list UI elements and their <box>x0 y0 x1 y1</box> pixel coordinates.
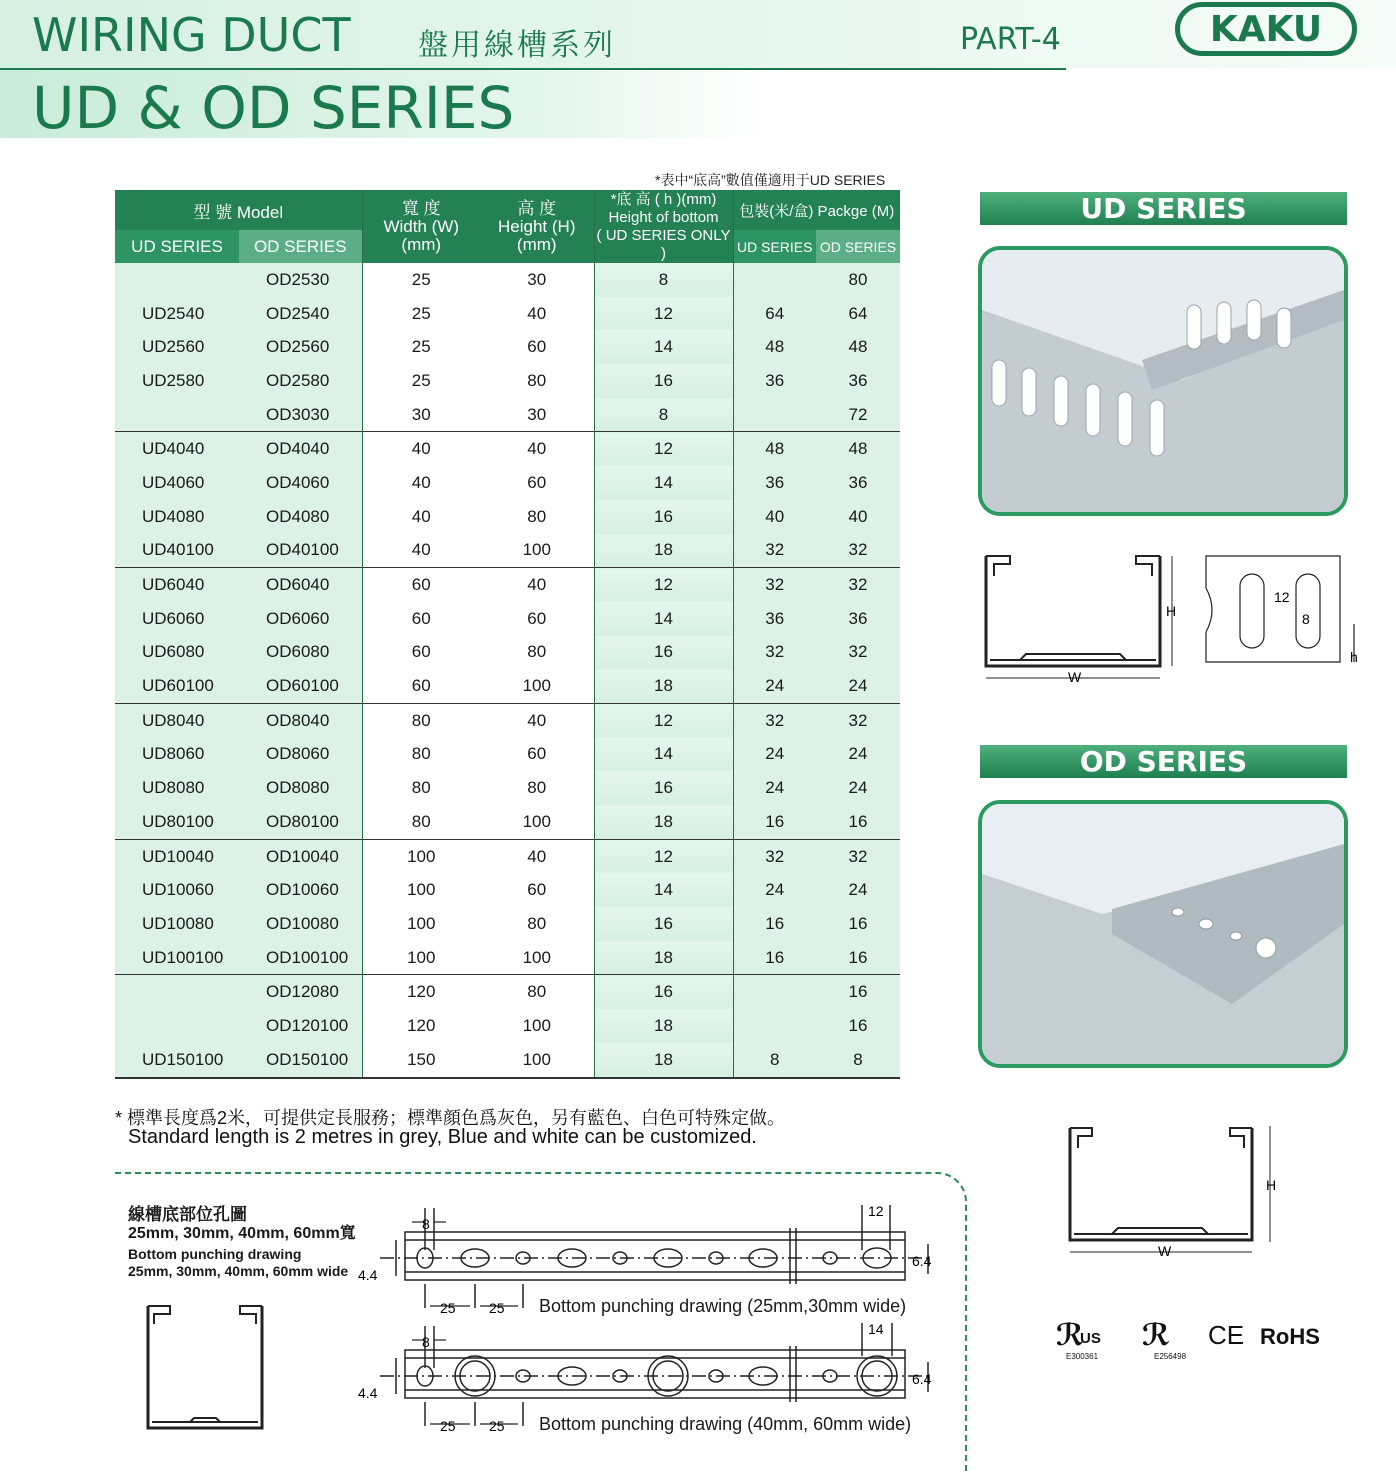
cell-height: 80 <box>480 364 594 398</box>
cell-od-model: OD8060 <box>239 738 362 772</box>
cell-bottom-height: 16 <box>594 364 733 398</box>
page-title: WIRING DUCT <box>32 8 351 62</box>
cell-bottom-height: 12 <box>594 568 733 602</box>
cell-bottom-height: 16 <box>594 500 733 534</box>
cell-package-ud: 24 <box>733 873 816 907</box>
cell-height: 30 <box>480 398 594 432</box>
cell-ud-model: UD4040 <box>115 432 239 466</box>
cell-package-od: 16 <box>816 1009 900 1043</box>
cell-od-model: OD4080 <box>239 500 362 534</box>
cell-ud-model: UD6080 <box>115 636 239 670</box>
cell-height: 60 <box>480 602 594 636</box>
table-row <box>115 636 900 670</box>
footnote-cn: * 標準長度爲2米，可提供定長服務；標準顔色爲灰色，另有藍色、白色可特殊定做。 <box>115 1108 786 1128</box>
dim-8-large: 8 <box>422 1334 430 1350</box>
cell-ud-model: UD2540 <box>115 297 239 331</box>
cell-od-model: OD60100 <box>239 669 362 703</box>
cell-width: 25 <box>362 263 480 297</box>
cell-package-ud: 48 <box>733 432 816 466</box>
dim-8-small: 8 <box>422 1216 430 1232</box>
cell-height: 60 <box>480 466 594 500</box>
cell-bottom-height: 16 <box>594 907 733 941</box>
table-note: *表中“底高”數值僅適用于UD SERIES <box>655 172 886 188</box>
cell-package-ud: 16 <box>733 907 816 941</box>
ud-duct-illustration <box>982 250 1344 512</box>
cell-od-model: OD4040 <box>239 432 362 466</box>
cell-bottom-height: 8 <box>594 263 733 297</box>
cell-package-ud <box>733 975 816 1009</box>
header-width-unit: (mm) <box>401 234 442 254</box>
cell-package-ud <box>733 263 816 297</box>
cell-height: 60 <box>480 873 594 907</box>
cell-ud-model: UD10080 <box>115 907 239 941</box>
cell-package-ud <box>733 398 816 432</box>
table-row <box>115 432 900 466</box>
header-bottom-en: Height of bottom <box>608 208 719 226</box>
cell-od-model: OD120100 <box>239 1009 362 1043</box>
spec-table-body <box>115 263 900 1078</box>
cell-ud-model: UD80100 <box>115 805 239 839</box>
cell-package-od: 48 <box>816 432 900 466</box>
logo-text: KAKU <box>1209 8 1323 50</box>
cell-height: 100 <box>480 534 594 568</box>
od-series-photo <box>978 800 1348 1068</box>
cell-package-ud: 24 <box>733 669 816 703</box>
ud-dim-bottom: h <box>1350 649 1358 665</box>
ul-mark-icon: ℛ <box>1056 1319 1085 1352</box>
table-row <box>115 805 900 839</box>
cell-ud-model: UD4060 <box>115 466 239 500</box>
table-row <box>115 907 900 941</box>
spec-table <box>115 190 900 1079</box>
cell-width: 25 <box>362 364 480 398</box>
cell-width: 40 <box>362 500 480 534</box>
cell-package-ud: 32 <box>733 568 816 602</box>
dim-14-large: 14 <box>868 1321 884 1337</box>
header-bottom-cn: *底 高 ( h )(mm) <box>610 190 717 208</box>
table-row <box>115 703 900 737</box>
cell-package-ud: 36 <box>733 466 816 500</box>
od-cross-section <box>1062 1120 1292 1270</box>
cell-width: 60 <box>362 602 480 636</box>
cell-package-od: 80 <box>816 263 900 297</box>
cell-bottom-height: 18 <box>594 1009 733 1043</box>
od-series-banner: OD SERIES <box>980 745 1347 778</box>
dim-44-small: 4.4 <box>358 1267 378 1283</box>
cell-ud-model: UD60100 <box>115 669 239 703</box>
cell-width: 100 <box>362 907 480 941</box>
cell-package-od: 16 <box>816 941 900 975</box>
cell-width: 40 <box>362 466 480 500</box>
dim-44-large: 4.4 <box>358 1385 378 1401</box>
ce-mark: CE <box>1208 1320 1245 1350</box>
cell-od-model: OD150100 <box>239 1043 362 1078</box>
cell-width: 80 <box>362 805 480 839</box>
cell-bottom-height: 14 <box>594 602 733 636</box>
page-title-cn: 盤用線槽系列 <box>418 28 616 63</box>
cell-package-ud: 24 <box>733 738 816 772</box>
cell-height: 100 <box>480 1009 594 1043</box>
ud-dim-h: H <box>1166 603 1177 619</box>
cell-width: 80 <box>362 738 480 772</box>
cell-height: 40 <box>480 297 594 331</box>
cell-package-od: 8 <box>816 1043 900 1078</box>
cell-width: 120 <box>362 1009 480 1043</box>
cell-height: 80 <box>480 975 594 1009</box>
cell-height: 40 <box>480 839 594 873</box>
footnote-en: Standard length is 2 metres in grey, Blue and white can be customized. <box>128 1126 757 1148</box>
punching-sizes-en: 25mm, 30mm, 40mm, 60mm wide <box>128 1263 349 1279</box>
table-row <box>115 669 900 703</box>
cell-package-od: 64 <box>816 297 900 331</box>
ul-us-suffix: US <box>1080 1330 1101 1347</box>
dim-25b-large: 25 <box>489 1418 505 1434</box>
cell-bottom-height: 12 <box>594 703 733 737</box>
punching-label-large: Bottom punching drawing (40mm, 60mm wide) <box>539 1414 912 1434</box>
cell-ud-model: UD10060 <box>115 873 239 907</box>
dim-64-small: 6.4 <box>912 1253 932 1269</box>
cell-od-model: OD6080 <box>239 636 362 670</box>
cell-package-od: 16 <box>816 975 900 1009</box>
cell-width: 30 <box>362 398 480 432</box>
cell-ud-model: UD2580 <box>115 364 239 398</box>
cell-package-ud: 8 <box>733 1043 816 1078</box>
ud-slot-detail <box>1200 552 1370 672</box>
header-width-en: Width (W) <box>383 216 460 236</box>
punching-label-small: Bottom punching drawing (25mm,30mm wide) <box>539 1296 907 1316</box>
header-od-series: OD SERIES <box>239 230 362 263</box>
cell-package-od: 72 <box>816 398 900 432</box>
dim-25a-small: 25 <box>440 1300 456 1316</box>
header-pkg-od: OD SERIES <box>816 230 900 263</box>
cell-od-model: OD12080 <box>239 975 362 1009</box>
header-width <box>362 190 480 263</box>
cell-od-model: OD3030 <box>239 398 362 432</box>
cell-width: 100 <box>362 941 480 975</box>
cell-bottom-height: 12 <box>594 432 733 466</box>
table-row <box>115 975 900 1009</box>
cell-bottom-height: 12 <box>594 839 733 873</box>
cell-od-model: OD2580 <box>239 364 362 398</box>
cell-package-ud <box>733 1009 816 1043</box>
cell-package-od: 48 <box>816 330 900 364</box>
cell-package-od: 32 <box>816 568 900 602</box>
cell-package-od: 32 <box>816 534 900 568</box>
series-title: UD & OD SERIES <box>32 74 515 142</box>
cell-od-model: OD8080 <box>239 771 362 805</box>
table-row <box>115 738 900 772</box>
ul-number-1: E300361 <box>1066 1352 1099 1361</box>
cell-package-od: 24 <box>816 771 900 805</box>
punching-title-en: Bottom punching drawing <box>128 1246 302 1262</box>
header-package: 包裝(米/盒) Packge (M) <box>733 190 900 230</box>
cell-bottom-height: 14 <box>594 738 733 772</box>
punching-sizes-cn: 25mm, 30mm, 40mm, 60mm寬 <box>128 1225 356 1242</box>
cell-bottom-height: 18 <box>594 941 733 975</box>
certifications <box>1056 1318 1346 1361</box>
punching-title-cn: 線槽底部位孔圖 <box>128 1205 247 1224</box>
table-row <box>115 1043 900 1078</box>
cell-package-ud: 36 <box>733 364 816 398</box>
cell-od-model: OD6060 <box>239 602 362 636</box>
cell-height: 80 <box>480 907 594 941</box>
cell-bottom-height: 18 <box>594 534 733 568</box>
cell-package-ud: 32 <box>733 839 816 873</box>
cell-bottom-height: 14 <box>594 330 733 364</box>
ud-dim-w: W <box>1068 669 1082 685</box>
table-row <box>115 839 900 873</box>
table-row <box>115 771 900 805</box>
cell-od-model: OD2560 <box>239 330 362 364</box>
cell-width: 25 <box>362 297 480 331</box>
cell-height: 40 <box>480 432 594 466</box>
cell-package-od: 32 <box>816 636 900 670</box>
cell-height: 60 <box>480 738 594 772</box>
cell-height: 40 <box>480 568 594 602</box>
header-model: 型 號 Model <box>115 190 362 230</box>
cell-od-model: OD2530 <box>239 263 362 297</box>
cell-bottom-height: 18 <box>594 1043 733 1078</box>
cell-package-od: 32 <box>816 703 900 737</box>
cell-od-model: OD100100 <box>239 941 362 975</box>
cell-package-od: 36 <box>816 364 900 398</box>
cell-od-model: OD10080 <box>239 907 362 941</box>
header-bottom <box>594 190 733 263</box>
cell-od-model: OD10060 <box>239 873 362 907</box>
part-label: PART-4 <box>960 22 1061 57</box>
dim-25a-large: 25 <box>440 1418 456 1434</box>
ud-series-photo <box>978 246 1348 516</box>
cell-package-ud: 64 <box>733 297 816 331</box>
cell-width: 25 <box>362 330 480 364</box>
cell-od-model: OD8040 <box>239 703 362 737</box>
cell-bottom-height: 8 <box>594 398 733 432</box>
cell-package-ud: 32 <box>733 534 816 568</box>
cell-od-model: OD10040 <box>239 839 362 873</box>
cell-bottom-height: 18 <box>594 669 733 703</box>
cell-package-ud: 16 <box>733 941 816 975</box>
cell-width: 40 <box>362 534 480 568</box>
cell-od-model: OD2540 <box>239 297 362 331</box>
cell-package-od: 24 <box>816 669 900 703</box>
ud-slot-height: 8 <box>1302 611 1310 627</box>
cell-package-ud: 32 <box>733 703 816 737</box>
cell-package-ud: 48 <box>733 330 816 364</box>
cell-ud-model: UD8040 <box>115 703 239 737</box>
cell-package-ud: 36 <box>733 602 816 636</box>
cell-width: 80 <box>362 771 480 805</box>
dim-12-small: 12 <box>868 1203 884 1219</box>
cell-width: 120 <box>362 975 480 1009</box>
cell-ud-model: UD4080 <box>115 500 239 534</box>
cell-height: 80 <box>480 636 594 670</box>
cell-ud-model: UD2560 <box>115 330 239 364</box>
ud-series-banner: UD SERIES <box>980 192 1347 225</box>
cell-width: 60 <box>362 669 480 703</box>
cell-package-ud: 24 <box>733 771 816 805</box>
rohs-mark: RoHS <box>1260 1324 1320 1349</box>
cell-ud-model: UD8060 <box>115 738 239 772</box>
header-height-cn: 高 度 <box>517 198 557 218</box>
header-height-en: Height (H) <box>498 216 576 236</box>
cell-od-model: OD40100 <box>239 534 362 568</box>
kaku-logo <box>1175 2 1357 56</box>
cell-ud-model <box>115 263 239 297</box>
cell-ud-model: UD6060 <box>115 602 239 636</box>
cell-package-od: 32 <box>816 839 900 873</box>
ud-cross-section <box>980 548 1180 688</box>
header-pkg-ud: UD SERIES <box>733 230 816 263</box>
table-row <box>115 297 900 331</box>
table-row <box>115 568 900 602</box>
cell-package-od: 16 <box>816 907 900 941</box>
table-row <box>115 602 900 636</box>
cell-package-od: 24 <box>816 738 900 772</box>
cell-width: 100 <box>362 839 480 873</box>
ul-number-2: E256498 <box>1154 1352 1187 1361</box>
cell-ud-model: UD40100 <box>115 534 239 568</box>
table-row <box>115 330 900 364</box>
cell-ud-model <box>115 398 239 432</box>
cell-bottom-height: 18 <box>594 805 733 839</box>
od-dim-w: W <box>1158 1243 1172 1259</box>
cell-bottom-height: 14 <box>594 466 733 500</box>
table-row <box>115 873 900 907</box>
cell-ud-model: UD10040 <box>115 839 239 873</box>
cell-ud-model: UD150100 <box>115 1043 239 1078</box>
ud-slot-width: 12 <box>1274 589 1290 605</box>
cell-package-od: 36 <box>816 602 900 636</box>
cell-height: 100 <box>480 805 594 839</box>
table-row <box>115 398 900 432</box>
cell-width: 80 <box>362 703 480 737</box>
cell-ud-model: UD100100 <box>115 941 239 975</box>
cell-width: 100 <box>362 873 480 907</box>
table-row <box>115 534 900 568</box>
od-duct-illustration <box>982 804 1344 1064</box>
cell-width: 150 <box>362 1043 480 1078</box>
cell-width: 60 <box>362 636 480 670</box>
table-row <box>115 263 900 297</box>
dim-64-large: 6.4 <box>912 1371 932 1387</box>
cell-od-model: OD4060 <box>239 466 362 500</box>
cell-width: 60 <box>362 568 480 602</box>
duct-cross-section-small <box>140 1296 270 1436</box>
cell-width: 40 <box>362 432 480 466</box>
cell-bottom-height: 16 <box>594 975 733 1009</box>
header-width-cn: 寬 度 <box>401 198 441 218</box>
cell-height: 60 <box>480 330 594 364</box>
cell-ud-model: UD6040 <box>115 568 239 602</box>
table-row <box>115 500 900 534</box>
cell-package-od: 40 <box>816 500 900 534</box>
table-row <box>115 466 900 500</box>
header-height <box>480 190 594 263</box>
cell-package-ud: 32 <box>733 636 816 670</box>
cell-ud-model <box>115 1009 239 1043</box>
cell-bottom-height: 12 <box>594 297 733 331</box>
cell-package-ud: 40 <box>733 500 816 534</box>
cell-od-model: OD6040 <box>239 568 362 602</box>
table-row <box>115 364 900 398</box>
cell-bottom-height: 16 <box>594 771 733 805</box>
cell-height: 100 <box>480 941 594 975</box>
table-row <box>115 1009 900 1043</box>
ul-recognized-icon: ℛ <box>1142 1319 1171 1352</box>
header-bottom-note: ( UD SERIES ONLY ) <box>596 226 731 262</box>
header-ud-series: UD SERIES <box>115 230 239 263</box>
cell-package-od: 16 <box>816 805 900 839</box>
dim-25b-small: 25 <box>489 1300 505 1316</box>
cell-package-od: 24 <box>816 873 900 907</box>
cell-height: 80 <box>480 771 594 805</box>
cell-height: 40 <box>480 703 594 737</box>
cell-bottom-height: 14 <box>594 873 733 907</box>
cell-od-model: OD80100 <box>239 805 362 839</box>
od-dim-h: H <box>1266 1177 1277 1193</box>
cell-bottom-height: 16 <box>594 636 733 670</box>
cell-ud-model <box>115 975 239 1009</box>
cell-height: 100 <box>480 669 594 703</box>
cell-package-od: 36 <box>816 466 900 500</box>
cell-height: 100 <box>480 1043 594 1078</box>
cell-height: 80 <box>480 500 594 534</box>
cell-ud-model: UD8080 <box>115 771 239 805</box>
cell-package-ud: 16 <box>733 805 816 839</box>
cell-height: 30 <box>480 263 594 297</box>
table-row <box>115 941 900 975</box>
header-height-unit: (mm) <box>516 234 557 254</box>
